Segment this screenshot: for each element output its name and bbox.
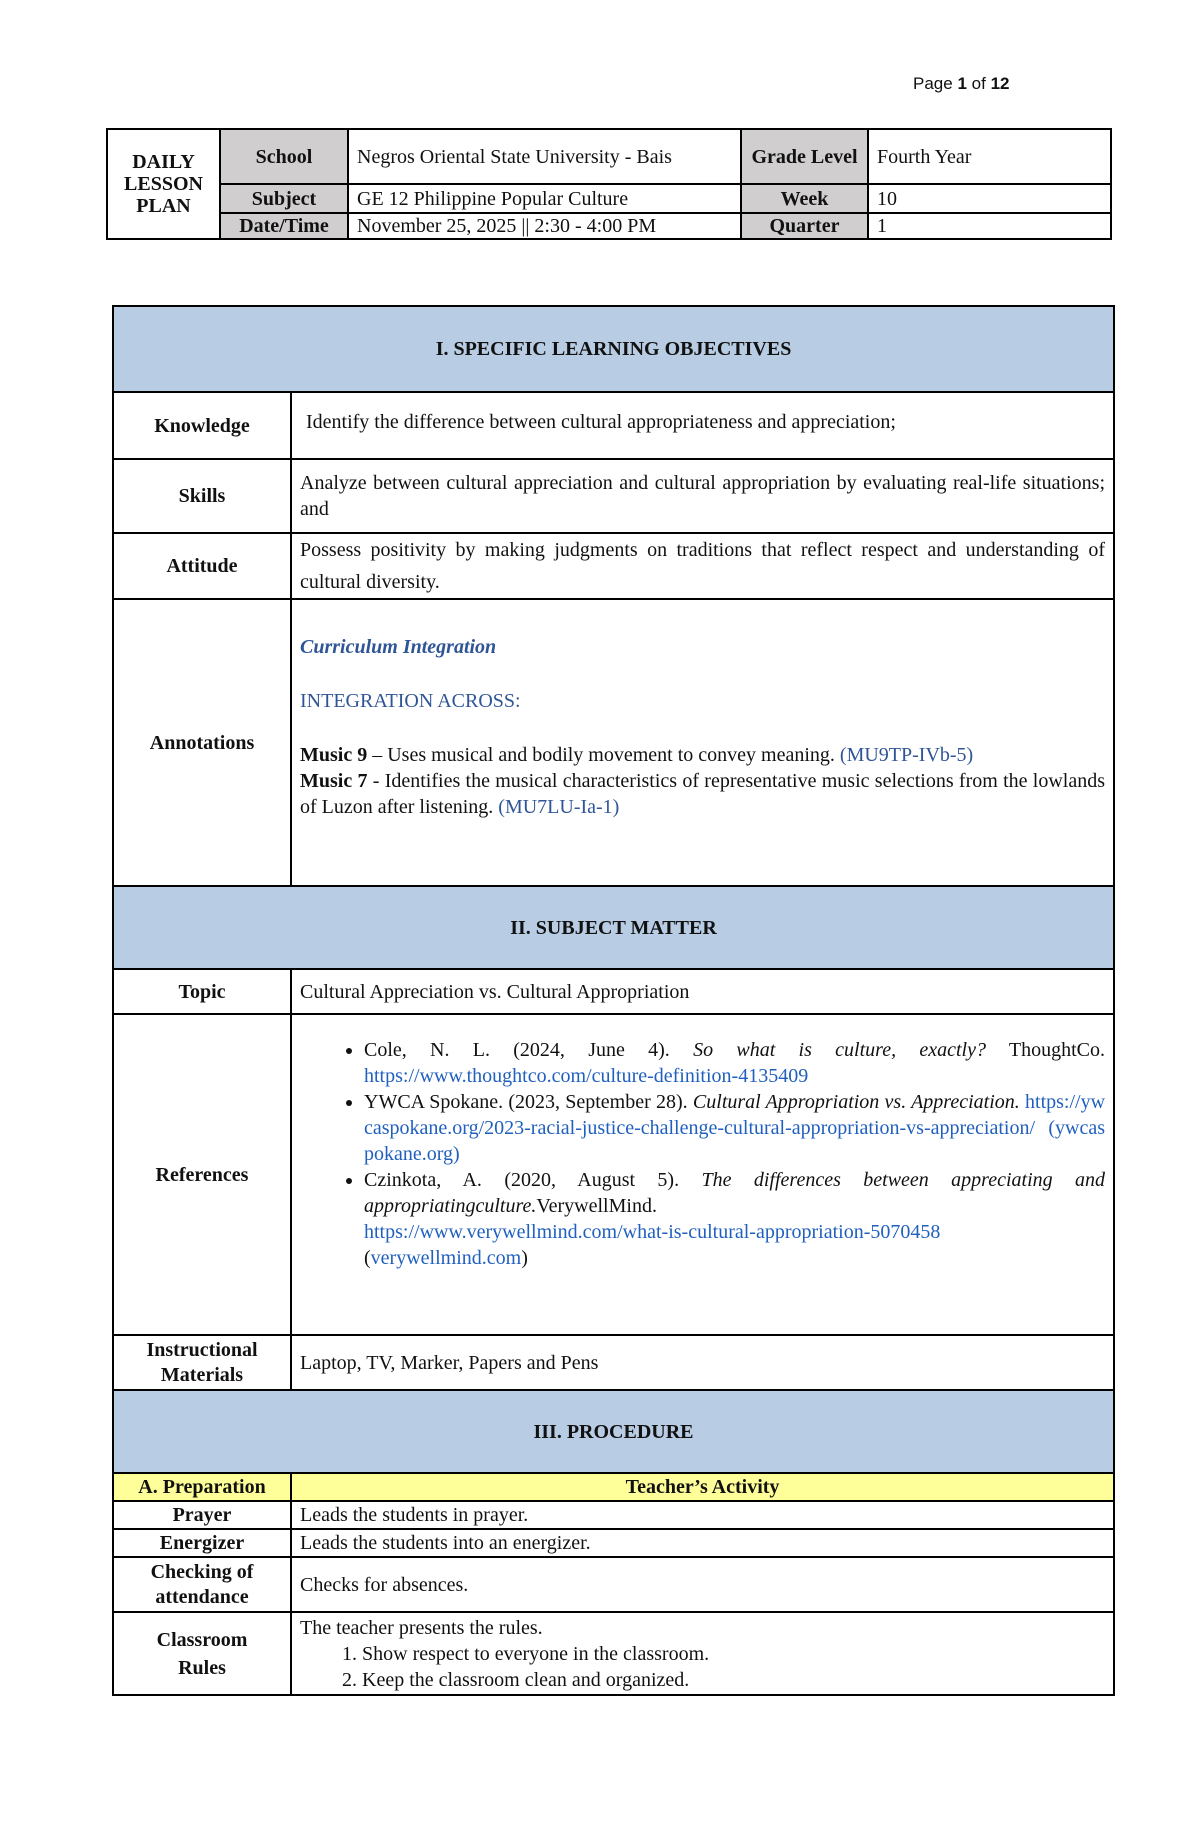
school-label: School: [220, 129, 348, 184]
energizer-text: Leads the students into an energizer.: [291, 1529, 1114, 1557]
lesson-plan-header-table: [106, 128, 1112, 240]
skills-text: Analyze between cultural appreciation and cultural appropriation by evaluating real-life situations; and: [291, 459, 1114, 533]
knowledge-label: Knowledge: [113, 392, 291, 459]
classroom-rules-list: [300, 1641, 1105, 1693]
page-number: Page 1 of 12: [913, 74, 1010, 93]
quarter-value: 1: [868, 213, 1111, 239]
subject-label: Subject: [220, 184, 348, 213]
music9-integration: Music 9 – Uses musical and bodily movement to convey meaning. (MU9TP-IVb-5): [300, 744, 974, 766]
annotations-label: Annotations: [113, 599, 291, 886]
subject-value: GE 12 Philippine Popular Culture: [348, 184, 741, 213]
grade-level-value: Fourth Year: [868, 129, 1111, 184]
list-item: 1. Show respect to everyone in the classroom.: [362, 1641, 1105, 1667]
reference-link[interactable]: verywellmind.com: [370, 1247, 522, 1269]
subject-matter-section-heading: II. SUBJECT MATTER: [113, 886, 1114, 969]
checking-attendance-label: Checking of attendance: [113, 1557, 291, 1612]
reference-link[interactable]: https://www.thoughtco.com/culture-definition-4135409: [364, 1065, 809, 1087]
school-value: Negros Oriental State University - Bais: [348, 129, 741, 184]
quarter-label: Quarter: [741, 213, 868, 239]
lesson-plan-body-table: [112, 305, 1115, 1696]
instructional-materials-text: Laptop, TV, Marker, Papers and Pens: [291, 1335, 1114, 1390]
reference-link[interactable]: https://www.verywellmind.com/what-is-cultural-appropriation-5070458: [364, 1221, 941, 1243]
knowledge-text: Identify the difference between cultural appropriateness and appreciation;: [291, 392, 1114, 459]
topic-text: Cultural Appreciation vs. Cultural Appropriation: [291, 969, 1114, 1014]
integration-across-heading: INTEGRATION ACROSS:: [300, 690, 521, 712]
week-value: 10: [868, 184, 1111, 213]
objectives-section-heading: I. SPECIFIC LEARNING OBJECTIVES: [113, 306, 1114, 392]
references-label: References: [113, 1014, 291, 1335]
references-content: [291, 1014, 1114, 1335]
reference-item: • YWCA Spokane. (2023, September 28). Cultural Appropriation vs. Appreciation. https://ywcaspokane.org/2023-racial-justice-challenge-cultural-appropriation-vs-appreciation/ (ywcaspokane.org): [364, 1089, 1105, 1167]
prayer-text: Leads the students in prayer.: [291, 1501, 1114, 1529]
instructional-materials-label: Instructional Materials: [113, 1335, 291, 1390]
references-list: [300, 1037, 1105, 1271]
daily-lesson-plan-title: DAILY LESSON PLAN: [107, 129, 220, 239]
date-time-label: Date/Time: [220, 213, 348, 239]
date-time-value: November 25, 2025 || 2:30 - 4:00 PM: [348, 213, 741, 239]
music7-integration: Music 7 - Identifies the musical characteristics of representative music selections from the lowlands of Luzon after listening. (MU7LU-Ia-1): [300, 770, 1106, 818]
grade-level-label: Grade Level: [741, 129, 868, 184]
list-item: 2. Keep the classroom clean and organized.: [362, 1667, 1105, 1693]
attitude-label: Attitude: [113, 533, 291, 599]
preparation-label: A. Preparation: [113, 1473, 291, 1501]
checking-attendance-text: Checks for absences.: [291, 1557, 1114, 1612]
energizer-label: Energizer: [113, 1529, 291, 1557]
annotations-content: [291, 599, 1114, 886]
curriculum-integration-heading: Curriculum Integration: [300, 636, 497, 658]
teachers-activity-label: Teacher’s Activity: [291, 1473, 1114, 1501]
classroom-rules-content: [291, 1612, 1114, 1695]
topic-label: Topic: [113, 969, 291, 1014]
reference-item: • Czinkota, A. (2020, August 5). The differences between appreciating and appropriatingculture.VerywellMind. https://www.verywellmind.com/what-is-cultural-appropriation-5070458 (verywellmind.com): [364, 1167, 1105, 1271]
procedure-section-heading: III. PROCEDURE: [113, 1390, 1114, 1473]
reference-item: • Cole, N. L. (2024, June 4). So what is culture, exactly? ThoughtCo. https://www.thoughtco.com/culture-definition-4135409: [364, 1037, 1105, 1089]
week-label: Week: [741, 184, 868, 213]
attitude-text: Possess positivity by making judgments on traditions that reflect respect and understanding of cultural diversity.: [291, 533, 1114, 599]
reference-link[interactable]: https://ywcaspokane.org/2023-racial-justice-challenge-cultural-appropriation-vs-appreciation/ (ywcaspokane.org): [364, 1091, 1106, 1165]
prayer-label: Prayer: [113, 1501, 291, 1529]
classroom-rules-intro: The teacher presents the rules.: [300, 1617, 543, 1639]
classroom-rules-label: Classroom Rules: [113, 1612, 291, 1695]
skills-label: Skills: [113, 459, 291, 533]
